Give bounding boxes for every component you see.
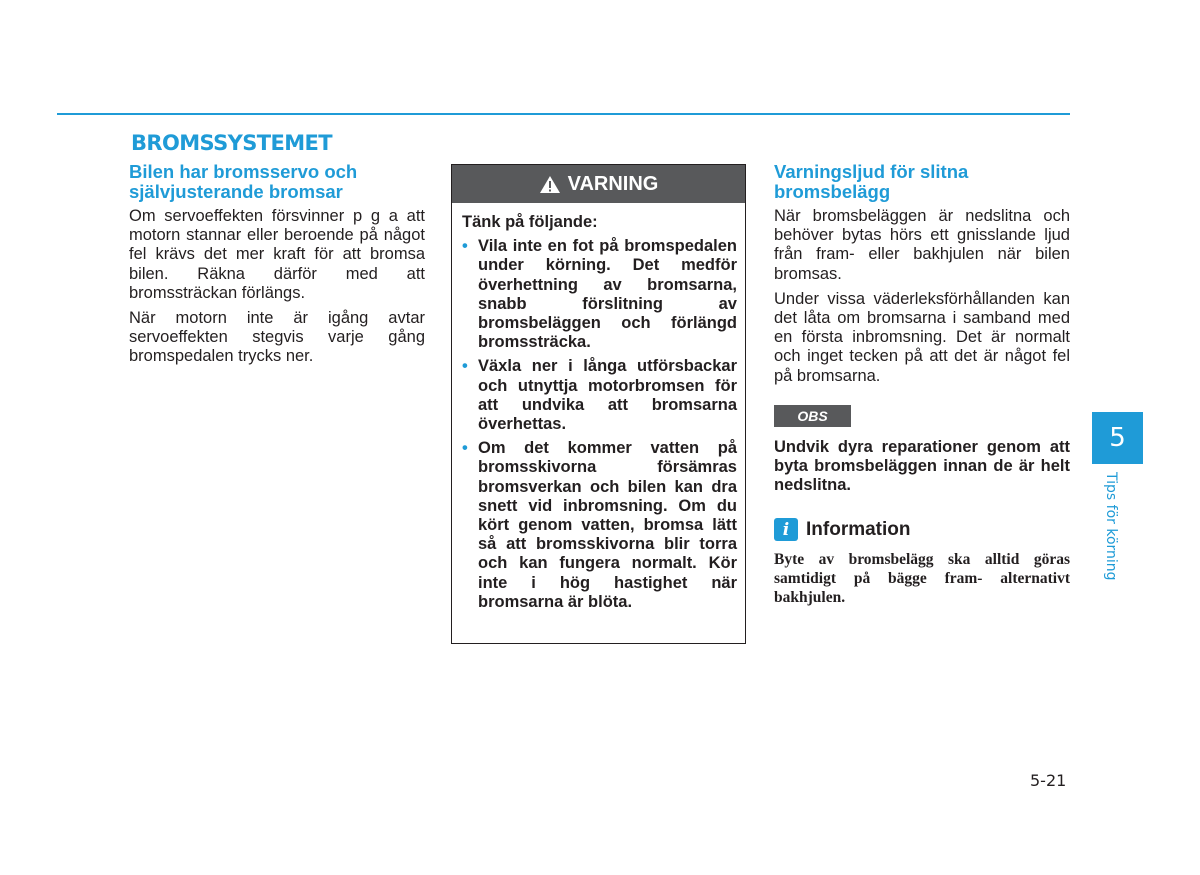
- warning-item-text: Vila inte en fot på bromspedalen under körning. Det medför överhettning av bromsarna, snabb förslitning av bromsbeläggen och förlängd bromssträcka.: [478, 237, 737, 352]
- column-right: [774, 162, 1070, 607]
- bullet-icon: •: [462, 237, 468, 256]
- warning-list: [462, 237, 737, 612]
- list-item: [462, 357, 737, 434]
- paragraph: När bromsbeläggen är nedslitna och behöver bytas hörs ett gnisslande ljud från fram- eller bakhjulen när bilen bromsas.: [774, 207, 1070, 283]
- section-title: BROMSSYSTEMET: [131, 131, 333, 155]
- bullet-icon: •: [462, 439, 468, 458]
- warning-box: [451, 164, 746, 644]
- obs-badge: OBS: [774, 405, 851, 427]
- warning-title: VARNING: [567, 172, 659, 195]
- paragraph: När motorn inte är igång avtar servoeffekten stegvis varje gång bromspedalen trycks ner.: [129, 309, 425, 366]
- list-item: [462, 237, 737, 352]
- warning-item-text: Om det kommer vatten på bromsskivorna försämras bromsverkan och bilen kan dra snett vid inbromsning. Om du kört genom vatten, bromsa lätt så att bromsskivorna blir torra och kan fungera normalt. Kör inte i hög hastighet när bromsarna är blöta.: [478, 439, 737, 611]
- subheading-varningsljud: Varningsljud för slitna bromsbelägg: [774, 161, 969, 202]
- warning-intro: Tänk på följande:: [462, 213, 598, 231]
- info-icon: i: [774, 518, 798, 541]
- list-item: [462, 439, 737, 612]
- bullet-icon: •: [462, 357, 468, 376]
- warning-triangle-icon: [539, 175, 561, 194]
- information-heading: [774, 518, 1070, 541]
- warning-body: [452, 203, 745, 612]
- column-left: [129, 162, 425, 373]
- top-rule: [57, 113, 1070, 115]
- chapter-number-tab: 5: [1092, 412, 1143, 464]
- subheading-bromsservo: Bilen har bromsservo och självjusterande bromsar: [129, 161, 358, 202]
- paragraph: Om servoeffekten försvinner p g a att motorn stannar eller beroende på något fel krävs det mer kraft för att bromsa bilen. Räkna därför med att bromssträckan förlängs.: [129, 207, 425, 302]
- warning-item-text: Växla ner i långa utförsbackar och utnyttja motorbromsen för att undvika att bromsarna överhettas.: [478, 357, 737, 434]
- chapter-title: Tips för körning: [1103, 472, 1119, 581]
- page-number: 5-21: [1030, 771, 1067, 790]
- paragraph: Under vissa väderleksförhållanden kan det låta om bromsarna i samband med en första inbromsning. Det är normalt och inget tecken på att det är något fel på bromsarna.: [774, 289, 1070, 385]
- warning-header: [452, 165, 745, 203]
- information-text: Byte av bromsbelägg ska alltid göras samtidigt på bägge fram- alternativt bakhjulen.: [774, 551, 1070, 607]
- obs-text: Undvik dyra reparationer genom att byta bromsbeläggen innan de är helt nedslitna.: [774, 437, 1070, 495]
- information-title: Information: [806, 518, 911, 540]
